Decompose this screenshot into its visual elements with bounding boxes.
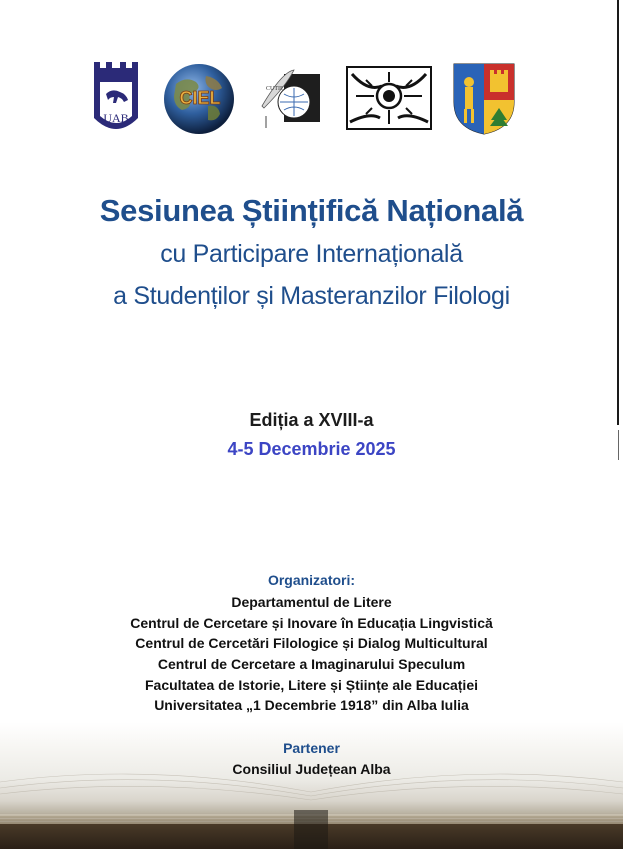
- title-subtitle-2: a Studenților și Masteranzilor Filologi: [113, 282, 510, 310]
- svg-text:UAB: UAB: [103, 111, 129, 125]
- organizer-item: Centrul de Cercetare a Imaginarului Speculum: [157, 656, 466, 673]
- title-main: Sesiunea Științifică Națională: [99, 193, 524, 228]
- ciel-globe-logo: [162, 62, 236, 136]
- organizer-item: Centrul de Cercetări Filologice și Dialog Multicultural: [135, 635, 488, 652]
- svg-text:CUTIE: CUTIE: [266, 86, 284, 92]
- organizer-item: Centrul de Cercetare și Inovare în Educația Lingvistică: [130, 614, 493, 631]
- edition-label: Ediția a XVIII-a: [249, 410, 374, 430]
- edition-dates: 4-5 Decembrie 2025: [227, 439, 396, 459]
- organizer-item: Departamentul de Litere: [231, 594, 392, 610]
- organizers-list: [0, 592, 623, 716]
- uab-logo: [92, 60, 140, 136]
- quill-book-logo: [254, 66, 324, 132]
- title-subtitle: cu Participare Internațională: [160, 240, 463, 268]
- speculum-logo: [346, 66, 432, 130]
- alba-county-crest: [452, 62, 516, 136]
- organizer-item: Facultatea de Istorie, Litere și Științe ale Educației: [145, 676, 478, 693]
- partner-name: Consiliul Județean Alba: [232, 761, 391, 777]
- partner-heading: Partener: [283, 740, 340, 756]
- organizers-heading: Organizatori:: [267, 572, 356, 588]
- organizer-item: Universitatea „1 Decembrie 1918” din Alba Iulia: [154, 697, 469, 714]
- svg-text:CIEL: CIEL: [179, 88, 221, 108]
